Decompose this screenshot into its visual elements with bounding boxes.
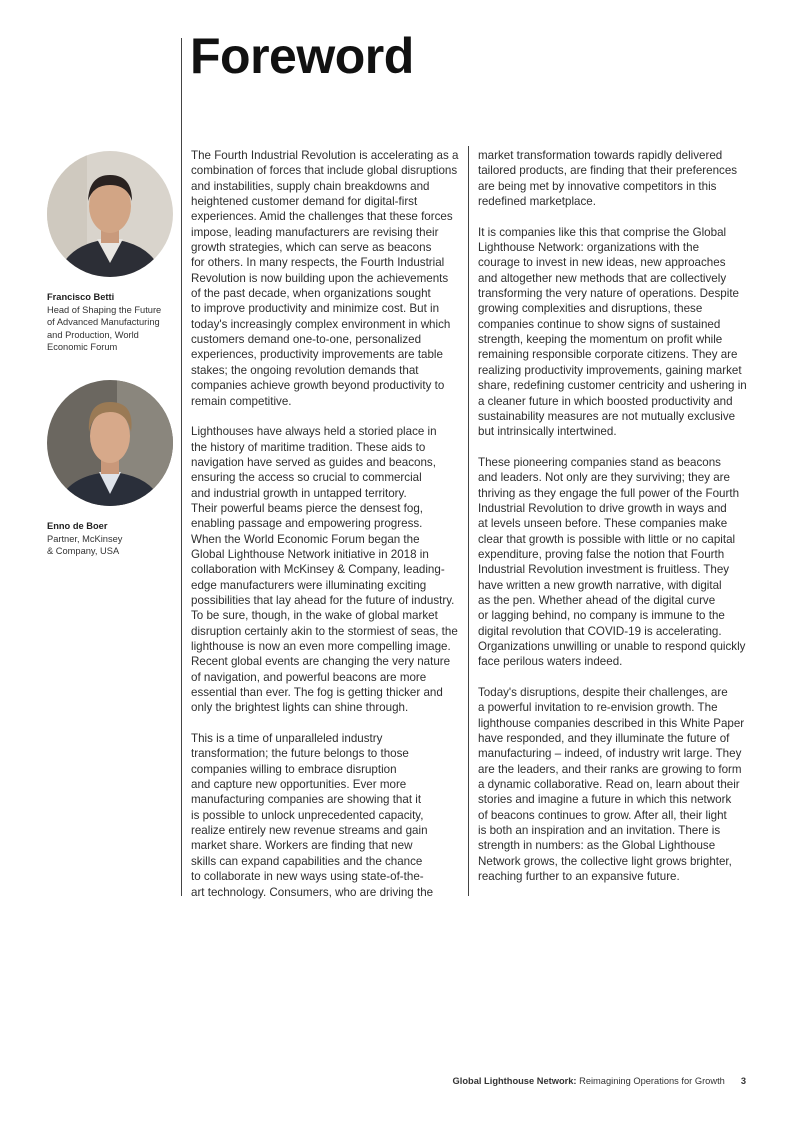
paragraph: It is companies like this that comprise the Global Lighthouse Network: organizations with the courage to invest in new ideas, new approaches and altogether new methods that are collectively transforming the very nature of operations. Despite growing complexities and disruptions, these companies continue to show signs of sustained strength, keeping the momentum on profit while remaining responsible corporate citizens. They are realizing productivity improvements, gaining market share, redefining customer centricity and ushering in a cleaner future in which boosted productivity and sustainability measures are not mutually exclusive but intrinsically intertwined. <box>478 225 747 439</box>
paragraph: These pioneering companies stand as beacons and leaders. Not only are they surviving; they are thriving as they engage the full power of the Fourth Industrial Revolution to drive growth in ways and at levels unseen before. These companies make clear that growth is possible with little or no capital expenditure, proving false the notion that Fourth Industrial Revolution investment is fruitless. They have written a new growth narrative, with digital as the pen. Whether ahead of the digital curve or lagging behind, no company is immune to the digital revolution that COVID-19 is accelerating. Organizations unwilling or unable to respond quickly face perilous waters indeed. <box>478 455 746 669</box>
paragraph: market transformation towards rapidly delivered tailored products, are finding that their preferences are being met by innovative competitors in this redefined marketplace. <box>478 149 738 209</box>
text-column-left <box>191 148 473 915</box>
author-caption <box>47 291 177 354</box>
author-photo-enno-de-boer <box>47 380 173 506</box>
paragraph: Today's disruptions, despite their challenges, are a powerful invitation to re-envision growth. The lighthouse companies described in this White Paper have responded, and they illuminate the future of manufacturing – indeed, of industry writ large. They are the leaders, and their ranks are growing to form a dynamic collaborative. Read on, learn about their stories and imagine a future in which this network of beacons continues to grow. After all, their light is both an inspiration and an invitation. There is strength in numbers: as the Global Lighthouse Network grows, the collective light grows brighter, reaching further to an expansive future. <box>478 686 745 884</box>
paragraph: Lighthouses have always held a storied place in the history of maritime tradition. These aids to navigation have served as guides and beacons, ensuring the access so crucial to commercial and industrial growth in untapped territory. Their powerful beams pierce the densest fog, enabling passage and empowering progress. When the World Economic Forum began the Global Lighthouse Network initiative in 2018 in collaboration with McKinsey & Company, leading- edge manufacturers were illuminating exciting possibilities that lay ahead for the future of industry. To be sure, though, in the wake of global market disruption certainly akin to the stormiest of seas, the lighthouse is now an even more compelling image. Recent global events are changing the very nature of navigation, and powerful beacons are more essential than ever. The fog is getting thicker and only the brightest lights can shine through. <box>191 425 458 715</box>
author-photo-francisco-betti <box>47 151 173 277</box>
author-role: Head of Shaping the Future of Advanced Manufacturing and Production, World Economic Forum <box>47 304 162 353</box>
footer-publication: Global Lighthouse Network: <box>452 1076 577 1086</box>
author-caption <box>47 520 177 558</box>
page-number: 3 <box>740 1076 746 1086</box>
footer-subtitle: Reimagining Operations for Growth <box>576 1076 725 1086</box>
paragraph: This is a time of unparalleled industry transformation; the future belongs to those companies willing to embrace disruption and capture new opportunities. Ever more manufacturing companies are showing that it is possible to unlock unprecedented capacity, realize entirely new revenue streams and gain market share. Workers are finding that new skills can expand capabilities and the chance to collaborate in new ways using state-of-the- art technology. Consumers, who are driving the <box>191 732 434 899</box>
author-role: Partner, McKinsey & Company, USA <box>47 533 123 557</box>
column-divider <box>181 38 182 896</box>
paragraph: The Fourth Industrial Revolution is accelerating as a combination of forces that include global disruptions and instabilities, supply chain breakdowns and heightened customer demand for digital-first experiences. Amid the challenges that these forces impose, leading manufacturers are revising their growth strategies, which can serve as beacons for others. In many respects, the Fourth Industrial Revolution is now building upon the achievements of the past decade, when organizations sought to improve productivity and minimize cost. But in today's increasingly complex environment in which customers demand one-to-one, personalized experiences, productivity improvements are table stakes; the ongoing revolution demands that companies achieve growth beyond productivity to remain competitive. <box>191 149 459 408</box>
author-name: Francisco Betti <box>47 292 115 302</box>
page-title: Foreword <box>190 28 414 84</box>
author-name: Enno de Boer <box>47 521 108 531</box>
text-column-right <box>478 148 760 900</box>
page-footer <box>453 1076 746 1086</box>
